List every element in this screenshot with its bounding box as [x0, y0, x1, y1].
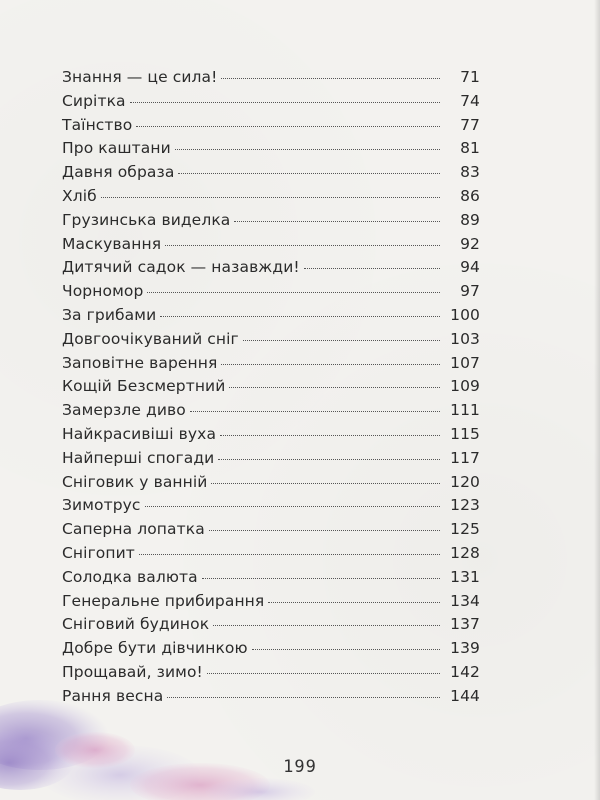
toc-entry-title: Снігопит: [62, 543, 135, 562]
toc-dot-leader: [252, 649, 440, 650]
toc-dot-leader: [268, 602, 440, 603]
toc-entry: [62, 496, 480, 520]
toc-entry-page: 94: [460, 258, 480, 277]
toc-entry: [62, 163, 480, 187]
toc-entry-title: Кощій Безсмертний: [62, 377, 226, 396]
toc-entry-title: Знання — це сила!: [62, 68, 218, 86]
toc-entry: [62, 235, 480, 259]
toc-entry-page: 111: [450, 401, 480, 420]
toc-entry-page: 128: [450, 543, 480, 562]
toc-dot-leader: [304, 268, 440, 269]
toc-dot-leader: [167, 697, 440, 698]
toc-entry: [62, 139, 480, 163]
toc-entry: [62, 258, 480, 282]
toc-entry-title: Прощавай, зимо!: [62, 662, 203, 681]
toc-entry: [62, 282, 480, 306]
toc-dot-leader: [229, 387, 440, 388]
toc-entry-page: 86: [460, 186, 480, 205]
toc-dot-leader: [220, 435, 440, 436]
toc-entry-title: Рання весна: [62, 686, 164, 705]
toc-dot-leader: [202, 578, 440, 579]
toc-entry: [62, 544, 480, 568]
toc-entry-page: 74: [460, 91, 480, 110]
toc-dot-leader: [145, 506, 440, 507]
toc-entry-page: 142: [450, 662, 480, 681]
toc-entry: [62, 639, 480, 663]
toc-entry-page: 120: [450, 472, 480, 491]
toc-entry-page: 137: [450, 615, 480, 634]
toc-dot-leader: [160, 316, 440, 317]
toc-entry: [62, 92, 480, 116]
toc-entry-page: 117: [450, 448, 480, 467]
toc-entry-page: 83: [460, 163, 480, 182]
toc-dot-leader: [175, 149, 440, 150]
toc-entry-title: Маскування: [62, 234, 162, 253]
toc-dot-leader: [178, 173, 440, 174]
toc-entry: [62, 568, 480, 592]
toc-entry-title: Про каштани: [62, 139, 171, 158]
toc-entry-page: 115: [450, 424, 480, 443]
toc-entry: [62, 425, 480, 449]
toc-entry-title: Сирітка: [62, 91, 126, 110]
page-number: 199: [283, 757, 317, 777]
toc-entry-title: Дитячий садок — назавжди!: [62, 258, 300, 277]
toc-dot-leader: [190, 411, 440, 412]
toc-entry-title: Найкрасивіші вуха: [62, 424, 217, 443]
toc-entry-page: 103: [450, 329, 480, 348]
toc-dot-leader: [213, 625, 440, 626]
toc-entry-page: 139: [450, 639, 480, 658]
toc-entry-page: 89: [460, 210, 480, 229]
toc-entry-title: Довгоочікуваний сніг: [62, 329, 239, 348]
toc-entry-page: 97: [460, 282, 480, 301]
toc-entry-page: 134: [450, 591, 480, 610]
toc-entry-title: Таїнство: [62, 115, 133, 134]
toc-entry: [62, 687, 480, 711]
toc-dot-leader: [218, 459, 440, 460]
toc-entry-page: 131: [450, 567, 480, 586]
toc-entry-title: Чорномор: [62, 282, 144, 301]
toc-dot-leader: [243, 340, 440, 341]
toc-entry: [62, 116, 480, 140]
toc-entry-title: Генеральне прибирання: [62, 591, 265, 610]
toc-entry-title: Добре бути дівчинкою: [62, 639, 248, 658]
toc-dot-leader: [136, 126, 440, 127]
toc-dot-leader: [211, 483, 440, 484]
toc-entry-title: Сніговик у ванній: [62, 472, 208, 491]
toc-entry-page: 125: [450, 520, 480, 539]
toc-entry-page: 81: [460, 139, 480, 158]
toc-entry-page: 107: [450, 353, 480, 372]
toc-entry-title: Замерзле диво: [62, 401, 186, 420]
toc-dot-leader: [139, 554, 440, 555]
toc-entry-page: 77: [460, 115, 480, 134]
toc-entry: [62, 354, 480, 378]
toc-entry: [62, 330, 480, 354]
toc-dot-leader: [165, 245, 440, 246]
table-of-contents: [62, 68, 480, 711]
toc-entry: [62, 663, 480, 687]
toc-dot-leader: [221, 78, 440, 79]
toc-entry-page: 92: [460, 234, 480, 253]
toc-dot-leader: [207, 673, 440, 674]
toc-entry: [62, 306, 480, 330]
toc-entry-title: Сніговий будинок: [62, 615, 210, 634]
watercolor-stain: [0, 700, 320, 800]
toc-entry: [62, 449, 480, 473]
toc-dot-leader: [234, 221, 440, 222]
toc-dot-leader: [101, 197, 440, 198]
toc-entry-page: 71: [460, 68, 480, 86]
toc-entry-title: Зимотрус: [62, 496, 141, 515]
toc-entry: [62, 211, 480, 235]
toc-entry-title: Заповітне варення: [62, 353, 218, 372]
toc-entry-page: 144: [450, 686, 480, 705]
toc-entry-title: Солодка валюта: [62, 567, 198, 586]
toc-dot-leader: [209, 530, 440, 531]
toc-entry-title: За грибами: [62, 305, 157, 324]
toc-entry-title: Давня образа: [62, 163, 175, 182]
toc-entry-title: Саперна лопатка: [62, 520, 205, 539]
toc-dot-leader: [221, 364, 440, 365]
toc-entry: [62, 615, 480, 639]
toc-entry: [62, 592, 480, 616]
toc-entry: [62, 520, 480, 544]
toc-entry: [62, 401, 480, 425]
toc-entry-page: 123: [450, 496, 480, 515]
toc-entry-title: Хліб: [62, 186, 97, 205]
toc-entry-title: Грузинська виделка: [62, 210, 231, 229]
toc-entry-title: Найперші спогади: [62, 448, 215, 467]
toc-dot-leader: [130, 102, 440, 103]
toc-entry: [62, 377, 480, 401]
toc-entry: [62, 473, 480, 497]
toc-entry-page: 109: [450, 377, 480, 396]
toc-dot-leader: [147, 292, 440, 293]
page-edge-shadow: [594, 0, 600, 800]
toc-entry: [62, 68, 480, 92]
toc-entry: [62, 187, 480, 211]
toc-entry-page: 100: [450, 305, 480, 324]
